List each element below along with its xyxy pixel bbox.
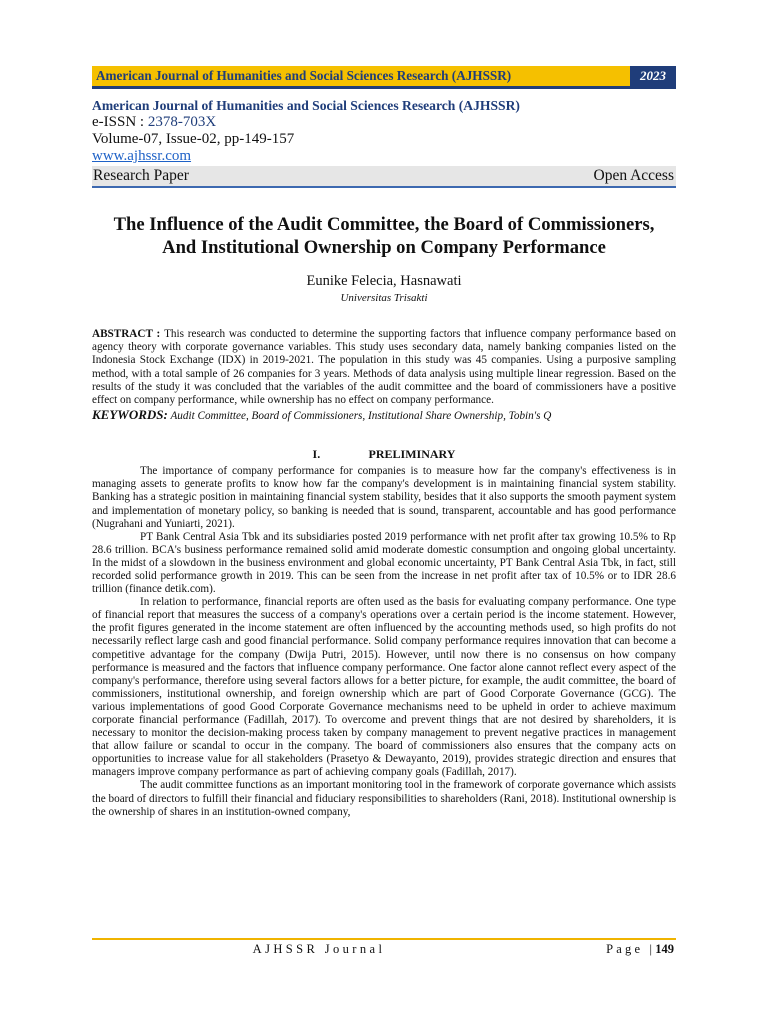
article-type: Research Paper [93, 167, 189, 184]
body-paragraph: The importance of company performance for companies is to measure how far the company's effectiveness is in managing assets to generate profits to know how far the company's development is in maintaining financial system stability. Banking has a strategic position in maintaining financial system stability, besides that it also supports the smooth payment system and implementation of monetary policy, so banking is needed that is sound, transparent, accountable and has good performance (Nugrahani and Yuniarti, 2021). [92, 465, 676, 530]
page-footer [92, 938, 676, 956]
body-paragraph: PT Bank Central Asia Tbk and its subsidiaries posted 2019 performance with net profit after tax growing 10.5% to Rp 28.6 trillion. BCA's business performance remained solid amid moderate domestic consumption and ongoing global uncertainty. In the midst of a slowdown in the business environment and global economic uncertainty, PT Bank Central Asia Tbk, in fact, still recorded solid performance growth in 2019. This can be seen from the increase in net profit after tax of 10.5% or to IDR 28.6 trillion (finance detik.com). [92, 530, 676, 596]
keywords-label: KEYWORDS: [92, 407, 168, 423]
footer-page-label: Page | [606, 942, 656, 956]
running-header-year: 2023 [630, 66, 676, 86]
paper-page [92, 66, 676, 819]
running-header [92, 66, 676, 89]
website-link[interactable]: www.ajhssr.com [92, 148, 192, 164]
journal-meta [92, 97, 676, 165]
abstract-text: This research was conducted to determine the supporting factors that influence company performance based on agency theory with corporate governance variables. This study uses secondary data, namely banking companies listed on the Indonesia Stock Exchange (IDX) in 2019-2021. The population in this study was 45 companies. Using a purposive sampling method, with a total sample of 26 companies for 3 years. Methods of data analysis using multiple linear regression. Based on the results of the study it was concluded that the variables of the audit committee and the board of commissioners have a positive effect on company performance, while ownership has no effect on company performance. [92, 328, 676, 407]
footer-page [606, 942, 674, 957]
volume-line: Volume-07, Issue-02, pp-149-157 [92, 131, 295, 147]
access-type: Open Access [593, 167, 674, 184]
footer-page-number: 149 [655, 942, 674, 956]
abstract-label: ABSTRACT : [92, 328, 165, 340]
affiliation: Universitas Trisakti [340, 292, 428, 304]
section-heading [92, 447, 676, 462]
authors: Eunike Felecia, Hasnawati [306, 273, 462, 289]
body-paragraph: In relation to performance, financial reports are often used as the basis for evaluating company performance. One type of financial report that measures the success of a company's operations over a certain period is the income statement. However, the profit figures generated in the income statement are often influenced by the accounting methods used, so high profits do not necessarily reflect large cash and good financial performance. Solid company performance requires innovation that can become a competitive advantage for the company (Dwija Putri, 2015). However, until now there is no consensus on how company performance is measured and the factors that influence company performance. One factor alone cannot reflect every aspect of the company's performance, therefore using several factors allows for a better picture, for example, the audit committee, the board of commissioners, institutional ownership, and foreign ownership which are part of Good Corporate Governance (GCG). The various implementations of good Good Corporate Governance mechanisms need to be upheld in order to achieve maximum corporate financial performance (Fadillah, 2017). To overcome and prevent things that are not desired by shareholders, it is necessary to monitor the decision-making process taken by company management to prevent negative practices in management that allow failure or scandal to occur in the company. The board of commissioners also ensures that the company acts on opportunities to increase value for all stakeholders (Prasetyo & Dewayanto, 2019), provides strategic direction and ensures that managers improve company performance as part of achieving company goals (Fadillah, 2017). [92, 596, 676, 779]
journal-name: American Journal of Humanities and Social Sciences Research (AJHSSR) [92, 98, 520, 113]
section-title: PRELIMINARY [368, 447, 456, 462]
paper-title: The Influence of the Audit Committee, the Board of Commissioners, And Institutional Ownership on Company Performance [113, 214, 655, 258]
body-paragraph: The audit committee functions as an important monitoring tool in the framework of corporate governance which assists the board of directors to fulfill their financial and fiduciary responsibilities to shareholders (Rani, 2018). Institutional ownership is the ownership of shares in an institution-owned company, [92, 779, 676, 818]
issn-value: 2378-703X [147, 114, 217, 130]
keywords [92, 408, 676, 423]
running-header-journal: American Journal of Humanities and Social Sciences Research (AJHSSR) [96, 68, 512, 83]
article-type-bar [92, 166, 676, 188]
abstract [92, 328, 676, 407]
body-text [92, 465, 676, 819]
keywords-text: Audit Committee, Board of Commissioners, Institutional Share Ownership, Tobin's Q [167, 410, 552, 423]
issn-label: e-ISSN : [92, 114, 148, 130]
footer-journal: AJHSSR Journal [252, 942, 386, 956]
issn-line [92, 114, 676, 131]
section-number: I. [312, 447, 321, 462]
